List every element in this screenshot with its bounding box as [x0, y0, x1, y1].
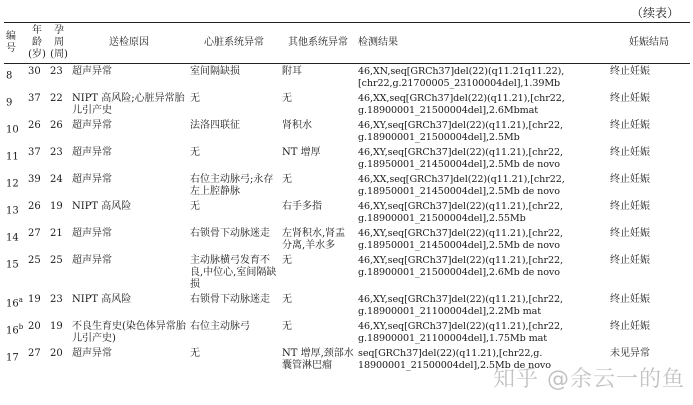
result-line: [chr22,g.21700005_23100004del],1.39Mb — [358, 78, 561, 89]
cell-other: NT 增厚,颈部水囊管淋巴瘤 — [282, 348, 354, 371]
cell-outcome: 终止妊娠 — [610, 321, 650, 332]
table-header-row — [4, 23, 690, 64]
cell-outcome: 终止妊娠 — [610, 294, 650, 305]
cell-cardiac: 无 — [190, 348, 200, 359]
cell-outcome: 终止妊娠 — [610, 255, 650, 266]
cell-result — [356, 64, 608, 92]
cell-result — [356, 253, 608, 292]
cell-outcome: 终止妊娠 — [610, 120, 650, 131]
cell-reason: NIPT 高风险 — [72, 294, 132, 305]
cell-other: 肾积水 — [282, 120, 312, 131]
cell-age: 39 — [28, 174, 41, 185]
cell-reason: 超声异常 — [72, 228, 112, 239]
table-row — [4, 292, 690, 319]
result-line: seq[GRCh37]del(22)(q11.21),[chr22,g. — [358, 348, 543, 359]
cell-reason: NIPT 高风险;心脏异常胎儿引产史 — [72, 93, 185, 116]
result-line: 18900001_21500004del],2.5Mb de novo — [358, 360, 551, 371]
cell-ga: 24 — [50, 174, 63, 185]
cell-other: NT 增厚 — [282, 147, 321, 158]
cell-no — [4, 199, 26, 226]
cell-other: 无 — [282, 255, 292, 266]
cell-result — [356, 172, 608, 199]
cell-age: 30 — [28, 66, 41, 77]
result-line: 46,XY,seq[GRCh37]del(22)(q11.21),[chr22, — [358, 228, 563, 239]
cell-outcome: 终止妊娠 — [610, 66, 650, 77]
cell-no — [4, 172, 26, 199]
result-line: g.18900001_21500004del],2.6Mbmat — [358, 105, 539, 116]
table-row — [4, 172, 690, 199]
cell-other: 左肾积水,肾盂分离,羊水多 — [282, 228, 346, 251]
table-body — [4, 64, 690, 374]
cell-cardiac: 法洛四联征 — [190, 120, 240, 131]
result-line: 46,XN,seq[GRCh37]del(22)(q11.21q11.22), — [358, 66, 565, 77]
cell-no — [4, 346, 26, 373]
cell-ga: 23 — [50, 147, 63, 158]
cell-no-value: 11 — [6, 151, 19, 163]
cell-result — [356, 292, 608, 319]
cell-other: 无 — [282, 294, 292, 305]
table-row — [4, 118, 690, 145]
header-age: 年龄(岁) — [26, 23, 48, 64]
cell-other: 右手多指 — [282, 201, 322, 212]
cell-cardiac: 右锁骨下动脉迷走 — [190, 294, 270, 305]
cell-cardiac: 右锁骨下动脉迷走 — [190, 228, 270, 239]
cell-no — [4, 253, 26, 292]
result-line: g.18950001_21450004del],2.5Mb de novo — [358, 159, 560, 170]
cell-no-value: 16 — [6, 298, 19, 310]
result-line: 46,XX,seq[GRCh37]del(22)(q11.21),[chr22, — [358, 93, 565, 104]
cell-no — [4, 226, 26, 253]
table-row — [4, 145, 690, 172]
cell-no-suffix: b — [18, 323, 24, 331]
cell-result — [356, 199, 608, 226]
cell-cardiac: 无 — [190, 93, 200, 104]
data-table — [4, 22, 690, 373]
cell-age: 27 — [28, 348, 41, 359]
cell-cardiac: 室间隔缺损 — [190, 66, 240, 77]
cell-outcome: 终止妊娠 — [610, 174, 650, 185]
table-row — [4, 253, 690, 292]
cell-age: 20 — [28, 321, 41, 332]
watermark: 知乎 @余云一的鱼 — [493, 367, 685, 392]
header-other: 其他系统异常 — [280, 23, 356, 64]
cell-no-value: 12 — [6, 178, 19, 190]
header-outcome: 妊娠结局 — [608, 23, 690, 64]
cell-reason: 不良生育史(染色体异常胎儿引产史) — [72, 321, 186, 344]
table-row — [4, 64, 690, 92]
result-line: 46,XY,seq[GRCh37]del(22)(q11.21),[chr22, — [358, 120, 563, 131]
cell-no — [4, 145, 26, 172]
cell-cardiac: 右位主动脉弓;永存左上腔静脉 — [190, 174, 274, 197]
cell-no-value: 8 — [6, 70, 13, 82]
table-row — [4, 319, 690, 346]
cell-no-value: 9 — [6, 97, 13, 109]
cell-ga: 26 — [50, 120, 63, 131]
cell-outcome: 未见异常 — [610, 348, 650, 359]
cell-outcome: 终止妊娠 — [610, 201, 650, 212]
cell-no-value: 15 — [6, 259, 19, 271]
result-line: g.18950001_21450004del],2.5Mb de novo — [358, 240, 560, 251]
continued-label: （续表） — [630, 6, 679, 20]
table-row — [4, 199, 690, 226]
cell-reason: NIPT 高风险 — [72, 201, 132, 212]
cell-ga: 19 — [50, 321, 63, 332]
header-reason: 送检原因 — [70, 23, 188, 64]
cell-age: 26 — [28, 120, 41, 131]
cell-ga: 20 — [50, 348, 63, 359]
cell-cardiac: 主动脉横弓发育不良,中位心,室间隔缺损 — [190, 255, 277, 290]
cell-ga: 23 — [50, 294, 63, 305]
cell-outcome: 终止妊娠 — [610, 228, 650, 239]
cell-age: 26 — [28, 201, 41, 212]
cell-cardiac: 无 — [190, 201, 200, 212]
cell-result — [356, 91, 608, 118]
cell-result — [356, 319, 608, 346]
cell-no — [4, 292, 26, 319]
header-ga: 孕周(周) — [48, 23, 70, 64]
result-line: g.18900001_21500004del],2.6Mb de novo — [358, 267, 560, 278]
cell-result — [356, 226, 608, 253]
header-result: 检测结果 — [356, 23, 608, 64]
cell-result — [356, 118, 608, 145]
cell-ga: 19 — [50, 201, 63, 212]
result-line: 46,XY,seq[GRCh37]del(22)(q11.21),[chr22, — [358, 294, 563, 305]
cell-cardiac: 无 — [190, 147, 200, 158]
cell-other: 附耳 — [282, 66, 302, 77]
cell-ga: 21 — [50, 228, 63, 239]
cell-reason: 超声异常 — [72, 66, 112, 77]
cell-reason: 超声异常 — [72, 120, 112, 131]
cell-outcome: 终止妊娠 — [610, 147, 650, 158]
cell-reason: 超声异常 — [72, 348, 112, 359]
cell-ga: 25 — [50, 255, 63, 266]
cell-ga: 22 — [50, 93, 63, 104]
result-line: g.18900001_21500004del],2.55Mb — [358, 213, 526, 224]
result-line: g.18950001_21450004del],2.5Mb de novo — [358, 186, 560, 197]
result-line: 46,XX,seq[GRCh37]del(22)(q11.21),[chr22, — [358, 174, 565, 185]
cell-ga: 23 — [50, 66, 63, 77]
cell-no — [4, 118, 26, 145]
cell-cardiac: 右位主动脉弓 — [190, 321, 250, 332]
cell-age: 27 — [28, 228, 41, 239]
header-cardiac: 心脏系统异常 — [188, 23, 280, 64]
table-row — [4, 226, 690, 253]
cell-no — [4, 91, 26, 118]
cell-other: 无 — [282, 321, 292, 332]
cell-no-value: 10 — [6, 124, 19, 136]
cell-no-value: 17 — [6, 352, 19, 364]
result-line: 46,XY,seq[GRCh37]del(22)(q11.21),[chr22, — [358, 255, 563, 266]
cell-age: 37 — [28, 147, 41, 158]
cell-reason: 超声异常 — [72, 147, 112, 158]
result-line: g.18900001_21500004del],2.5Mb — [358, 132, 520, 143]
result-line: 46,XY,seq[GRCh37]del(22)(q11.21),[chr22, — [358, 321, 563, 332]
cell-age: 37 — [28, 93, 41, 104]
cell-no-value: 14 — [6, 232, 19, 244]
cell-reason: 超声异常 — [72, 174, 112, 185]
cell-result — [356, 145, 608, 172]
cell-no — [4, 319, 26, 346]
result-line: g.18900001_21100004del],2.2Mb mat — [358, 306, 541, 317]
cell-age: 25 — [28, 255, 41, 266]
result-line: 46,XY,seq[GRCh37]del(22)(q11.21),[chr22, — [358, 201, 563, 212]
cell-no-value: 13 — [6, 205, 19, 217]
result-line: g.18900001_21100004del],1.75Mb mat — [358, 333, 547, 344]
cell-no-value: 16 — [6, 325, 19, 337]
cell-no — [4, 64, 26, 92]
cell-age: 19 — [28, 294, 41, 305]
cell-other: 无 — [282, 174, 292, 185]
table-row — [4, 91, 690, 118]
header-no: 编号 — [4, 23, 26, 64]
cell-no-suffix: a — [18, 296, 23, 304]
cell-outcome: 终止妊娠 — [610, 93, 650, 104]
result-line: 46,XY,seq[GRCh37]del(22)(q11.21),[chr22, — [358, 147, 563, 158]
cell-reason: 超声异常 — [72, 255, 112, 266]
cell-other: 无 — [282, 93, 292, 104]
